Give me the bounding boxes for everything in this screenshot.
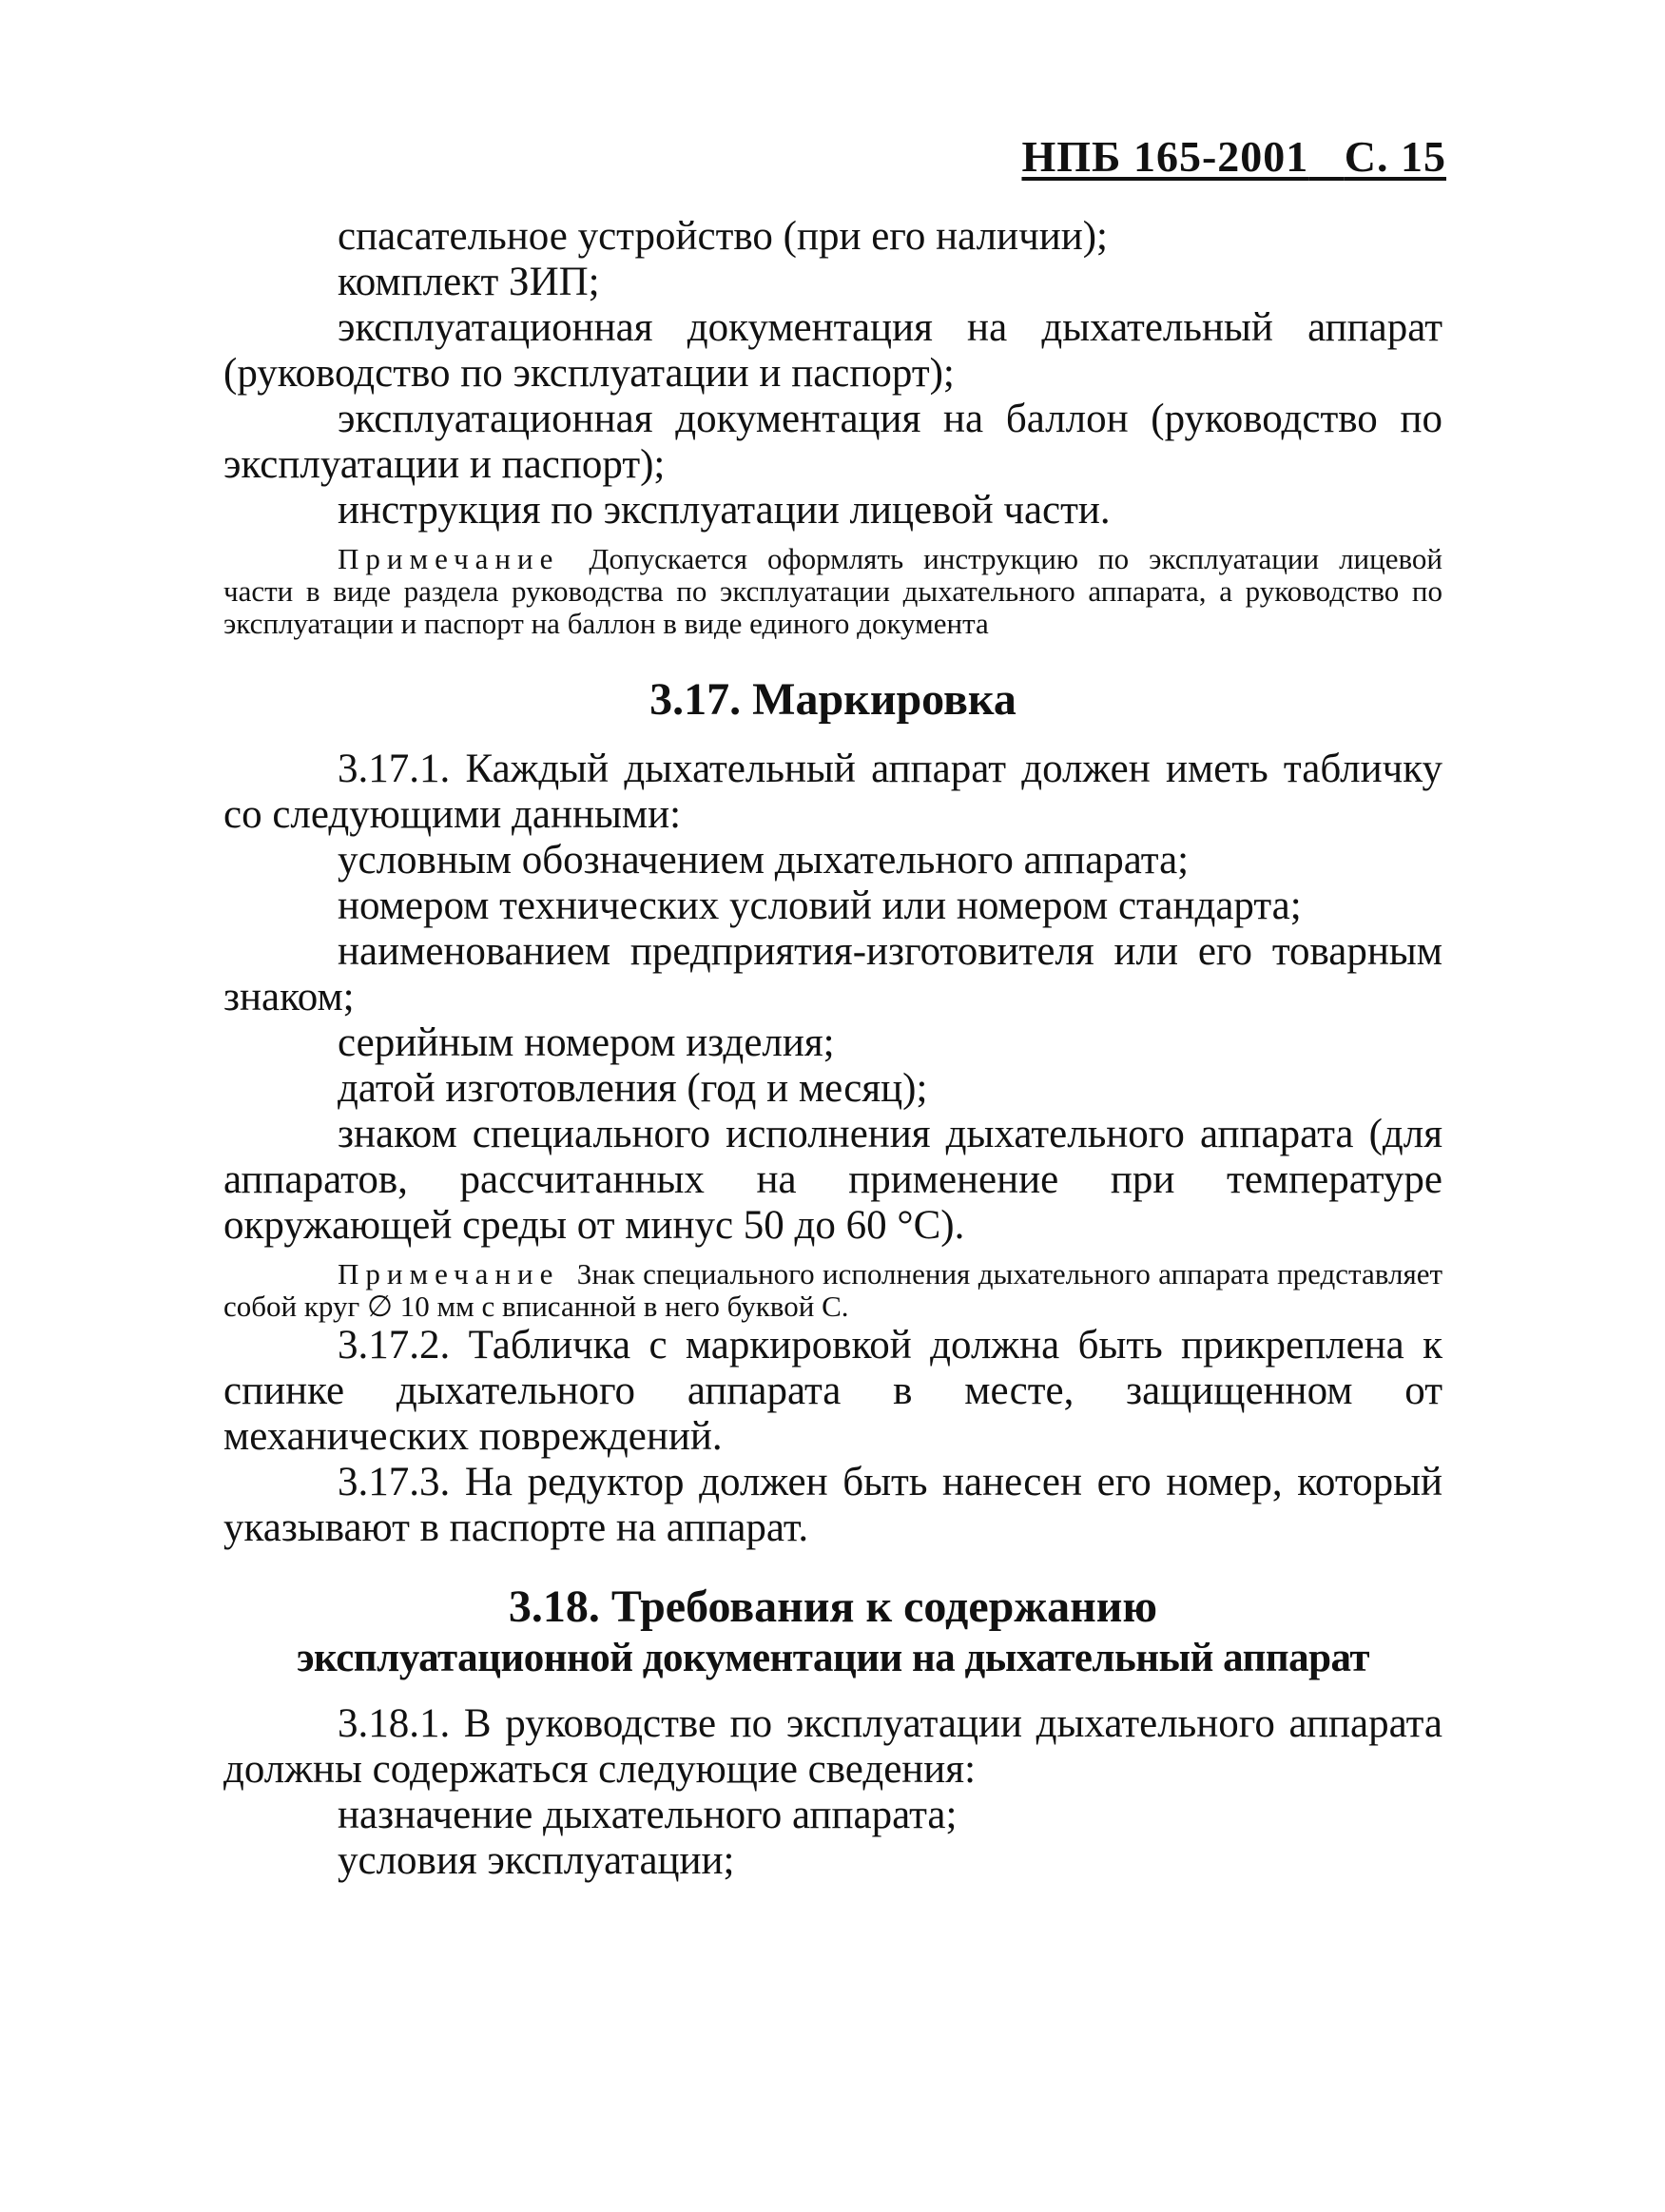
list-item: комплект ЗИП; xyxy=(338,260,600,304)
section-title: 3.17. Маркировка xyxy=(649,674,1016,725)
note-text: Допускается оформлять инструкцию по эксплуатации лицевой части в виде раздела руководства по эксплуатации дыхательного аппарата, а руководство по эксплуатации и паспорт на баллон в виде единого документа xyxy=(223,542,1443,640)
list-item: серийным номером изделия; xyxy=(338,1020,835,1065)
page-header xyxy=(1021,131,1446,182)
note-label: Примечание xyxy=(338,542,560,575)
clause-paragraph: 3.17.1. Каждый дыхательный аппарат должен иметь табличку со следующими данными: xyxy=(223,747,1442,837)
list-item: спасательное устройство (при его наличии); xyxy=(338,214,1108,259)
document-reference: НПБ 165-2001 xyxy=(1021,132,1309,181)
note-paragraph xyxy=(223,1258,1442,1323)
note-label: Примечание xyxy=(338,1257,560,1290)
list-item: эксплуатационная документация на баллон (руководство по эксплуатации и паспорт); xyxy=(223,397,1442,487)
list-item: наименованием предприятия-изготовителя или его товарным знаком; xyxy=(223,929,1442,1019)
list-item: датой изготовления (год и месяц); xyxy=(338,1066,928,1111)
page-content xyxy=(223,214,1442,1884)
clause-paragraph: 3.17.2. Табличка с маркировкой должна быть прикреплена к спинке дыхательного аппарата в месте, защищенном от механических повреждений. xyxy=(223,1323,1442,1459)
note-paragraph xyxy=(223,543,1442,640)
note-text: Знак специального исполнения дыхательного аппарата представляет собой круг ∅ 10 мм с вписанной в него буквой С. xyxy=(223,1257,1443,1323)
section-title-line: эксплуатационной документации на дыхательный аппарат xyxy=(296,1636,1370,1680)
list-item: инструкция по эксплуатации лицевой части. xyxy=(338,488,1111,533)
list-item: эксплуатационная документация на дыхательный аппарат (руководство по эксплуатации и паспорт); xyxy=(223,305,1442,396)
list-item: условия эксплуатации; xyxy=(338,1838,735,1883)
clause-paragraph: 3.17.3. На редуктор должен быть нанесен его номер, который указывают в паспорте на аппарат. xyxy=(223,1460,1442,1550)
list-item: номером технических условий или номером стандарта; xyxy=(338,883,1302,928)
list-item: знаком специального исполнения дыхательного аппарата (для аппаратов, рассчитанных на применение при температуре окружающей среды от минус 50 до 60 °С). xyxy=(223,1112,1442,1248)
section-title xyxy=(223,1581,1442,1684)
clause-paragraph: 3.18.1. В руководстве по эксплуатации дыхательного аппарата должны содержаться следующие сведения: xyxy=(223,1701,1442,1792)
section-title-line: 3.18. Требования к содержанию xyxy=(508,1581,1158,1632)
list-item: назначение дыхательного аппарата; xyxy=(338,1793,958,1837)
list-item: условным обозначением дыхательного аппарата; xyxy=(338,838,1190,883)
page-number: С. 15 xyxy=(1344,132,1446,181)
